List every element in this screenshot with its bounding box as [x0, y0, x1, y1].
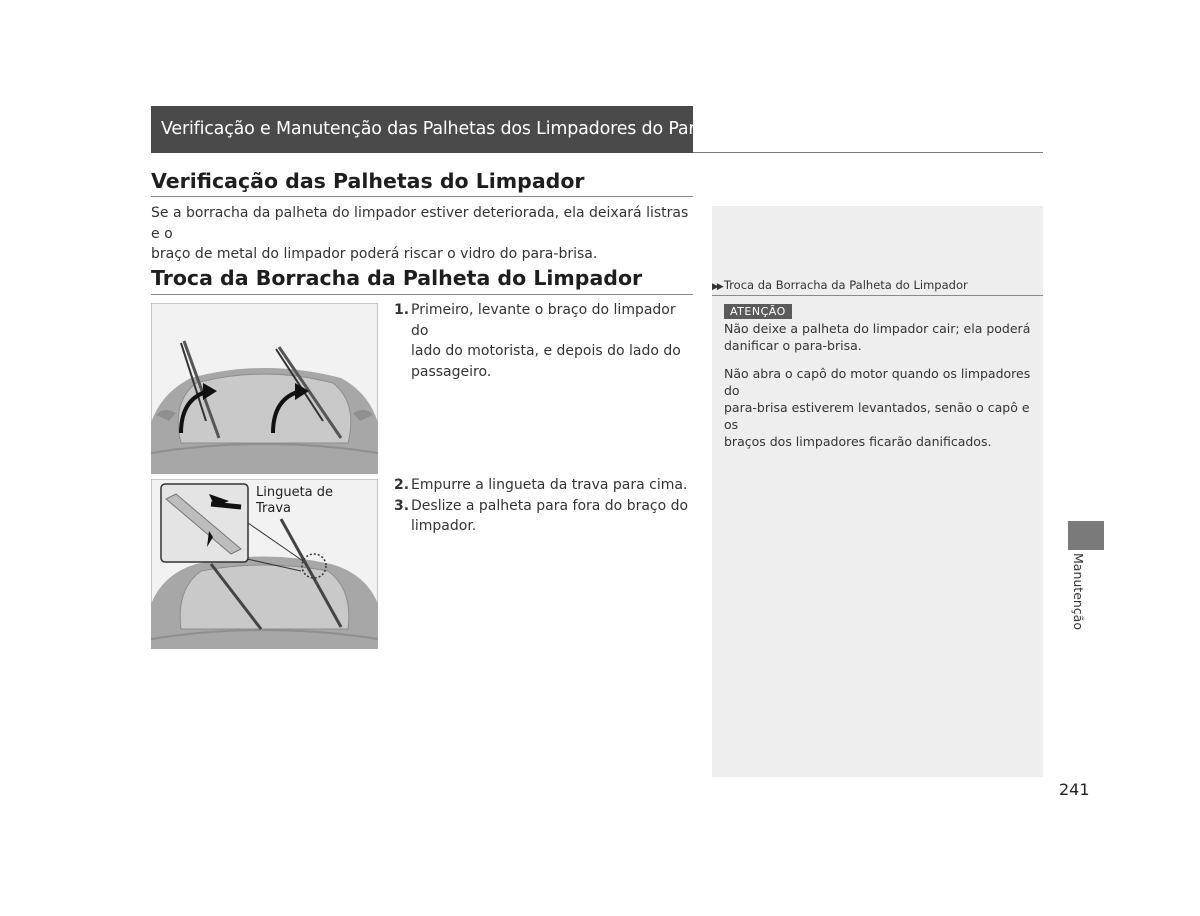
caution-note-2: [724, 365, 1034, 450]
step-text-line: Deslize a palheta para fora do braço do: [411, 497, 689, 514]
sidebar-reference-text: Troca da Borracha da Palheta do Limpador: [723, 278, 968, 292]
check-text-line: braço de metal do limpador poderá riscar o vidro do para-brisa.: [151, 246, 598, 262]
reference-arrow-icon: ▶▶: [712, 282, 722, 292]
step-text-line: Primeiro, levante o braço do limpador do: [411, 302, 676, 339]
note-line: braços dos limpadores ficarão danificados.: [724, 434, 992, 449]
callout-label: [256, 485, 333, 517]
caution-note-1: [724, 320, 1034, 354]
check-heading-rule: [151, 196, 693, 197]
check-paragraph: [151, 203, 693, 265]
step-text-line: limpador.: [411, 518, 477, 534]
chapter-tab: [1068, 521, 1104, 550]
steps-list-top: [394, 300, 694, 382]
section-title: Verificação e Manutenção das Palhetas dos Limpadores do Para-brisa: [161, 119, 755, 139]
check-text-line: Se a borracha da palheta do limpador estiver deteriorada, ela deixará listras e o: [151, 205, 689, 242]
raise-wipers-illustration: [151, 303, 378, 474]
section-rule: [693, 152, 1043, 153]
step-number: 3.: [394, 497, 410, 514]
sidebar-reference: [712, 278, 1043, 292]
step-text-line: lado do motorista, e depois do lado do: [411, 343, 681, 359]
steps-list-bottom: [394, 475, 694, 537]
callout-label-line: Lingueta de: [256, 485, 334, 500]
replace-heading: Troca da Borracha da Palheta do Limpador: [151, 266, 643, 290]
replace-heading-rule: [151, 294, 693, 295]
note-line: danificar o para-brisa.: [724, 338, 862, 353]
sidebar-rule: [712, 295, 1043, 296]
step-number: 2.: [394, 477, 410, 493]
step-text-line: passageiro.: [411, 363, 492, 380]
step-number: 1.: [394, 302, 410, 318]
step-text-line: Empurre a lingueta da trava para cima.: [411, 477, 688, 493]
page-number: 241: [1059, 780, 1090, 799]
step-item: [394, 300, 694, 382]
caution-badge: ATENÇÃO: [724, 304, 792, 319]
section-title-bar: [151, 106, 755, 153]
callout-label-line: Trava: [256, 501, 292, 516]
note-line: Não deixe a palheta do limpador cair; ela poderá: [724, 321, 1031, 336]
note-line: para-brisa estiverem levantados, senão o capô e os: [724, 400, 1030, 432]
chapter-tab-label: Manutenção: [1071, 553, 1086, 630]
check-heading: Verificação das Palhetas do Limpador: [151, 169, 585, 193]
step-item: [394, 475, 694, 496]
step-item: [394, 496, 694, 537]
note-line: Não abra o capô do motor quando os limpadores do: [724, 366, 1031, 398]
